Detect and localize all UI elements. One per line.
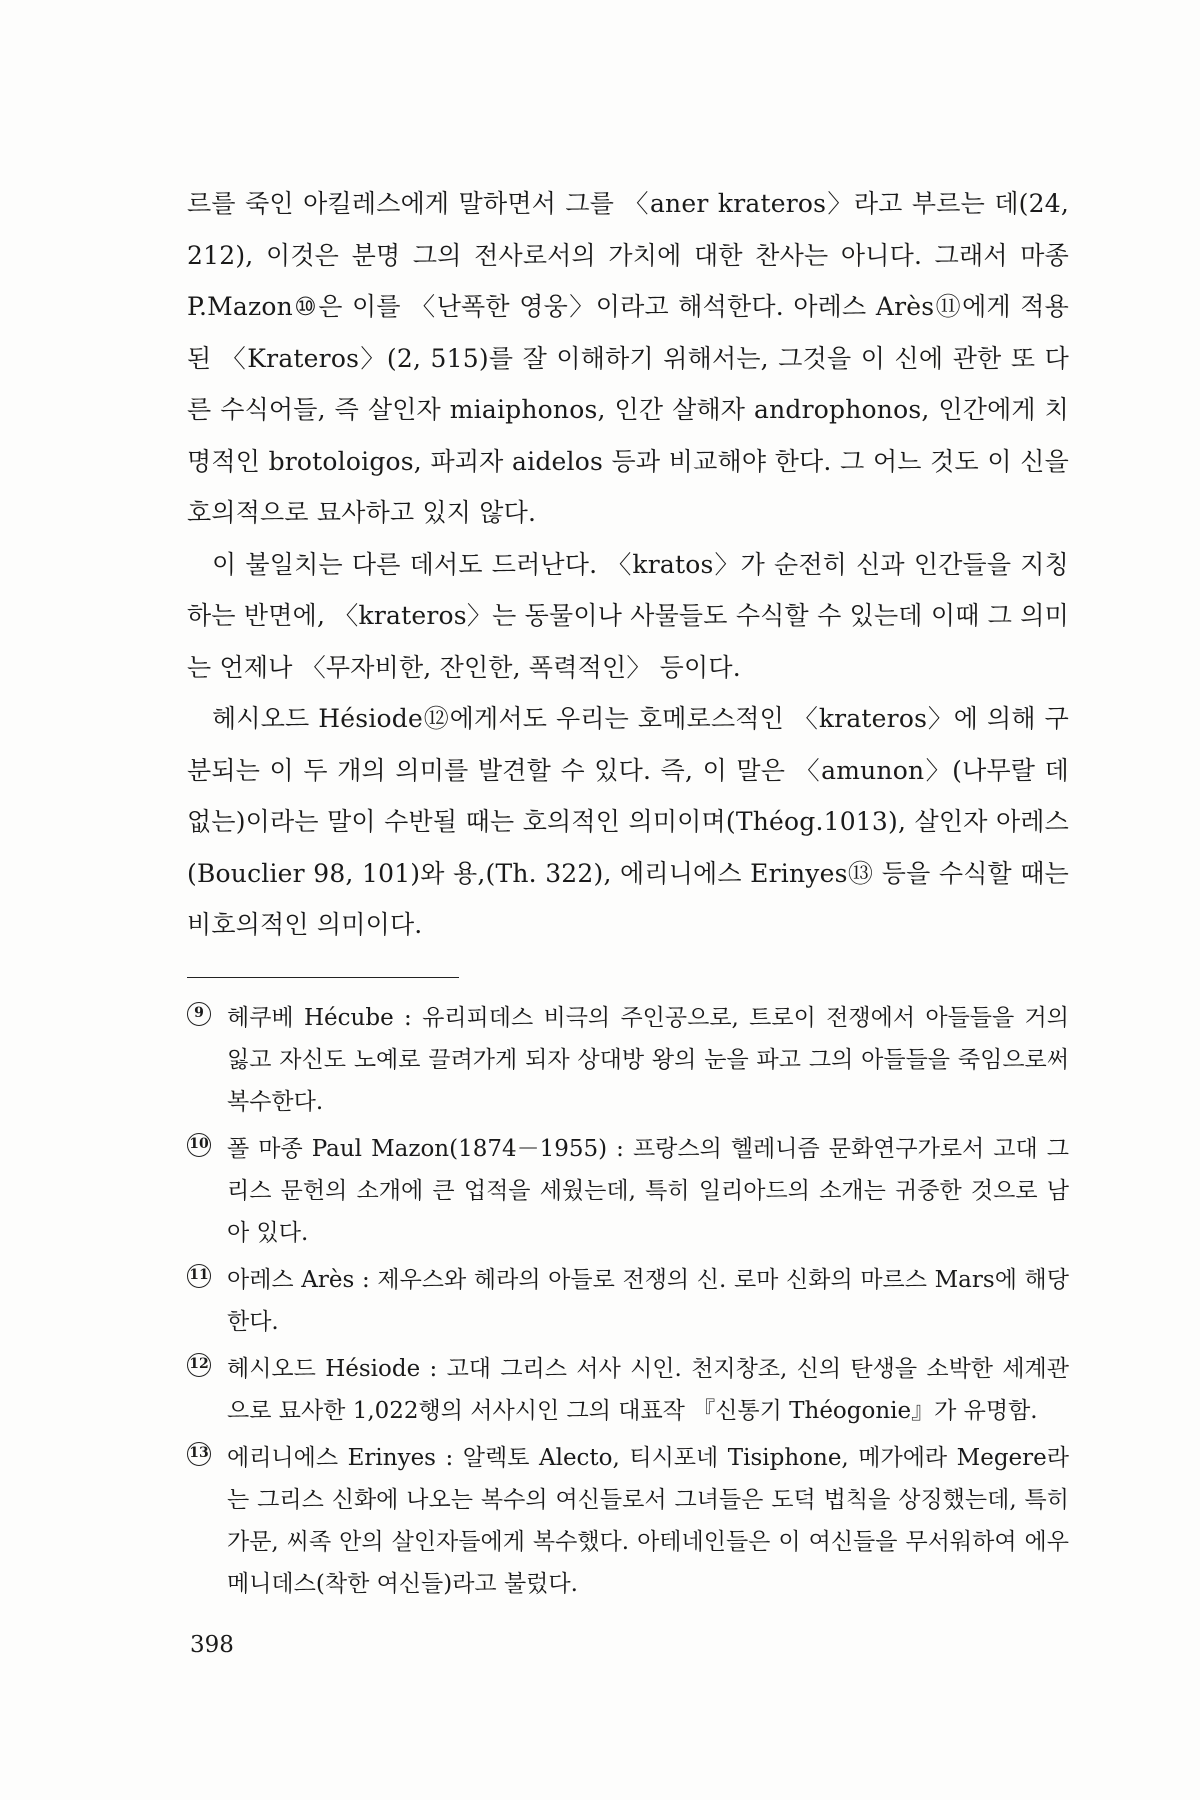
footnote-text: 에리니에스 Erinyes : 알렉토 Alecto, 티시포네 Tisiphone, 메가에라 Megere라는 그리스 신화에 나오는 복수의 여신들로서 그녀들은 도덕 법칙을 상징했는데, 특히 가문, 씨족 안의 살인자들에게 복수했다. 아테네인들은 이 여신들을 무서워하여 에우메니데스(착한 여신들)라고 불렀다. xyxy=(227,1445,1069,1597)
main-text xyxy=(187,178,1069,951)
footnote-number: 11 xyxy=(187,1262,219,1288)
footnote-divider xyxy=(187,977,459,978)
footnote-9 xyxy=(187,997,1069,1123)
footnote-number: 10 xyxy=(187,1131,219,1157)
footnote-10 xyxy=(187,1128,1069,1254)
paragraph-3: 헤시오드 Hésiode⑫에게서도 우리는 호메로스적인 〈krateros〉에 의해 구분되는 이 두 개의 의미를 발견할 수 있다. 즉, 이 말은 〈amunon〉(나무랄 데 없는)이라는 말이 수반될 때는 호의적인 의미이며(Théog.1013), 살인자 아레스 (Bouclier 98, 101)와 용,(Th. 322), 에리니에스 Erinyes⑬ 등을 수식할 때는 비호의적인 의미이다. xyxy=(187,704,1069,939)
footnote-11 xyxy=(187,1259,1069,1343)
footnote-text: 헤시오드 Hésiode : 고대 그리스 서사 시인. 천지창조, 신의 탄생을 소박한 세계관으로 묘사한 1,022행의 서사시인 그의 대표작 『신통기 Théogonie』가 유명함. xyxy=(227,1356,1069,1424)
page-number: 398 xyxy=(190,1632,234,1658)
footnote-number: 12 xyxy=(187,1351,219,1377)
footnote-12 xyxy=(187,1348,1069,1432)
footnote-text: 헤쿠베 Hécube : 유리피데스 비극의 주인공으로, 트로이 전쟁에서 아들들을 거의 잃고 자신도 노예로 끌려가게 되자 상대방 왕의 눈을 파고 그의 아들들을 죽임으로써 복수한다. xyxy=(227,1005,1069,1115)
footnotes xyxy=(187,997,1069,1610)
paragraph-2: 이 불일치는 다른 데서도 드러난다. 〈kratos〉가 순전히 신과 인간들을 지칭하는 반면에, 〈krateros〉는 동물이나 사물들도 수식할 수 있는데 이때 그 의미는 언제나 〈무자비한, 잔인한, 폭력적인〉 등이다. xyxy=(187,549,1069,682)
footnote-text: 폴 마종 Paul Mazon(1874－1955) : 프랑스의 헬레니즘 문화연구가로서 고대 그리스 문헌의 소개에 큰 업적을 세웠는데, 특히 일리아드의 소개는 귀중한 것으로 남아 있다. xyxy=(227,1136,1069,1246)
footnote-text: 아레스 Arès : 제우스와 헤라의 아들로 전쟁의 신. 로마 신화의 마르스 Mars에 해당한다. xyxy=(227,1267,1069,1335)
footnote-number: 13 xyxy=(187,1440,219,1466)
footnote-13 xyxy=(187,1437,1069,1605)
footnote-number: 9 xyxy=(187,1000,219,1026)
paragraph-1: 르를 죽인 아킬레스에게 말하면서 그를 〈aner krateros〉라고 부르는 데(24, 212), 이것은 분명 그의 전사로서의 가치에 대한 찬사는 아니다. 그래서 마종 P.Mazon⑩은 이를 〈난폭한 영웅〉이라고 해석한다. 아레스 Arès⑪에게 적용된 〈Krateros〉(2, 515)를 잘 이해하기 위해서는, 그것을 이 신에 관한 또 다른 수식어들, 즉 살인자 miaiphonos, 인간 살해자 androphonos, 인간에게 치명적인 brotoloigos, 파괴자 aidelos 등과 비교해야 한다. 그 어느 것도 이 신을 호의적으로 묘사하고 있지 않다. xyxy=(187,189,1069,527)
